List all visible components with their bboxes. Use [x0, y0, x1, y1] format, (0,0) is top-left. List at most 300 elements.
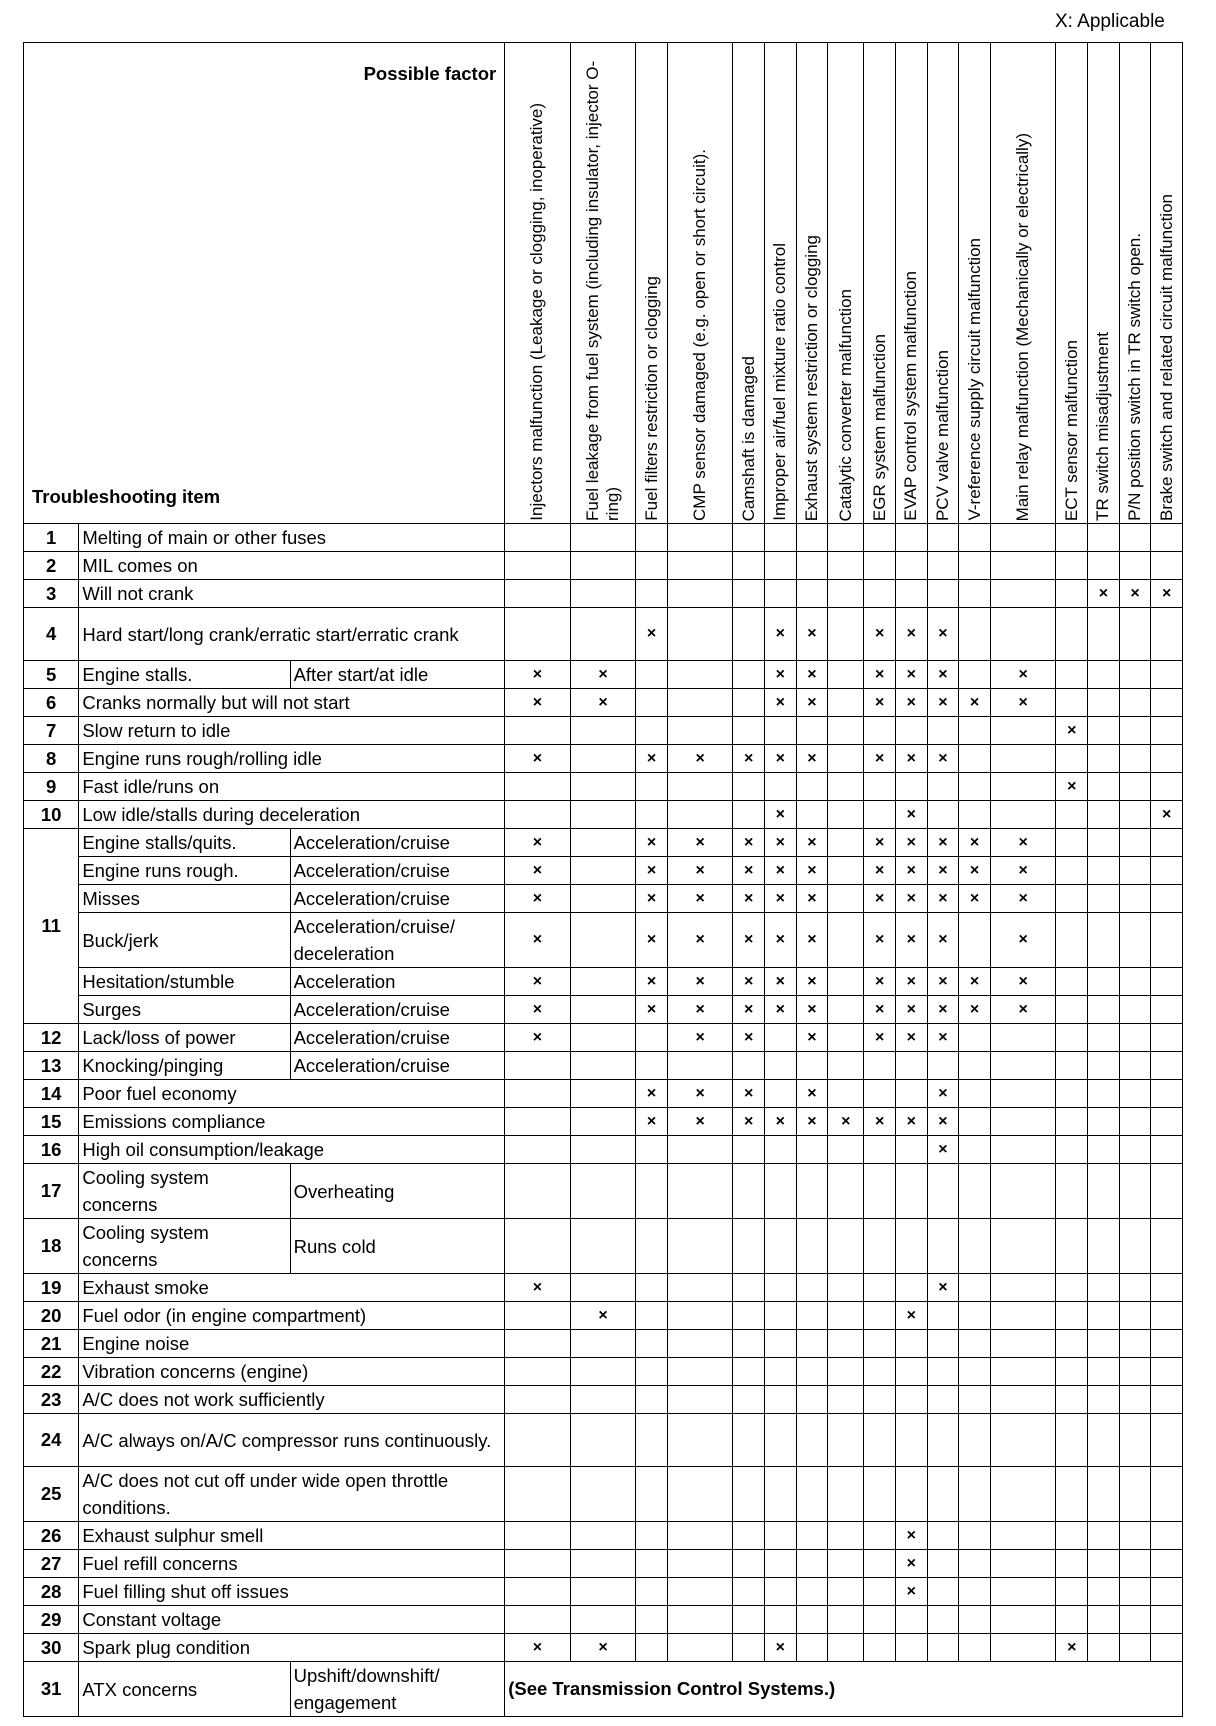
applicable-mark: ×	[1119, 580, 1151, 608]
empty-cell	[990, 1550, 1056, 1578]
empty-cell	[990, 1467, 1056, 1522]
empty-cell	[1056, 1330, 1088, 1358]
item-label: Fuel odor (in engine compartment)	[79, 1302, 505, 1330]
applicable-mark: ×	[505, 913, 571, 968]
applicable-mark: ×	[864, 857, 896, 885]
applicable-mark: ×	[667, 885, 733, 913]
empty-cell	[959, 1024, 991, 1052]
empty-cell	[1151, 1606, 1183, 1634]
factor-label: Camshaft is damaged	[738, 355, 758, 521]
empty-cell	[1151, 1164, 1183, 1219]
empty-cell	[1088, 1024, 1120, 1052]
empty-cell	[1056, 1578, 1088, 1606]
legend-applicable: X: Applicable	[1055, 11, 1165, 32]
applicable-mark: ×	[828, 1108, 864, 1136]
applicable-mark: ×	[733, 1108, 765, 1136]
applicable-mark: ×	[896, 1522, 928, 1550]
empty-cell	[927, 580, 959, 608]
empty-cell	[927, 1634, 959, 1662]
empty-cell	[1088, 1606, 1120, 1634]
applicable-mark: ×	[1088, 580, 1120, 608]
empty-cell	[864, 1386, 896, 1414]
item-label: Lack/loss of power	[79, 1024, 290, 1052]
empty-cell	[733, 717, 765, 745]
empty-cell	[733, 1467, 765, 1522]
applicable-mark: ×	[667, 1080, 733, 1108]
item-number: 9	[24, 773, 79, 801]
item-label: Misses	[79, 885, 290, 913]
empty-cell	[1151, 608, 1183, 661]
empty-cell	[828, 773, 864, 801]
empty-cell	[959, 1634, 991, 1662]
empty-cell	[990, 608, 1056, 661]
empty-cell	[667, 1467, 733, 1522]
empty-cell	[733, 1136, 765, 1164]
item-number: 6	[24, 689, 79, 717]
applicable-mark: ×	[667, 745, 733, 773]
empty-cell	[667, 661, 733, 689]
applicable-mark: ×	[733, 745, 765, 773]
factor-label: Main relay malfunction (Mechanically or electrically)	[1013, 132, 1033, 521]
applicable-mark: ×	[636, 1108, 668, 1136]
empty-cell	[1151, 1302, 1183, 1330]
applicable-mark: ×	[505, 968, 571, 996]
empty-cell	[733, 1606, 765, 1634]
table-row	[24, 801, 1183, 829]
table-row	[24, 1024, 1183, 1052]
factor-header	[959, 43, 991, 524]
applicable-mark: ×	[990, 857, 1056, 885]
empty-cell	[1119, 1052, 1151, 1080]
applicable-mark: ×	[927, 1274, 959, 1302]
empty-cell	[505, 1330, 571, 1358]
applicable-mark: ×	[990, 996, 1056, 1024]
empty-cell	[636, 1024, 668, 1052]
empty-cell	[1088, 745, 1120, 773]
item-condition: Acceleration/cruise	[290, 857, 505, 885]
applicable-mark: ×	[896, 801, 928, 829]
empty-cell	[828, 1550, 864, 1578]
empty-cell	[828, 1634, 864, 1662]
empty-cell	[570, 717, 636, 745]
empty-cell	[828, 1219, 864, 1274]
empty-cell	[864, 1219, 896, 1274]
empty-cell	[959, 1330, 991, 1358]
item-label: A/C always on/A/C compressor runs continuously.	[79, 1414, 505, 1467]
empty-cell	[927, 1467, 959, 1522]
empty-cell	[733, 1164, 765, 1219]
applicable-mark: ×	[733, 857, 765, 885]
empty-cell	[796, 1219, 828, 1274]
item-condition: Acceleration/cruise	[290, 1052, 505, 1080]
empty-cell	[1151, 1522, 1183, 1550]
empty-cell	[570, 1219, 636, 1274]
empty-cell	[796, 801, 828, 829]
empty-cell	[733, 1358, 765, 1386]
empty-cell	[1119, 773, 1151, 801]
empty-cell	[1056, 745, 1088, 773]
empty-cell	[828, 1274, 864, 1302]
empty-cell	[959, 1467, 991, 1522]
item-label: Buck/jerk	[79, 913, 290, 968]
applicable-mark: ×	[1151, 801, 1183, 829]
table-row	[24, 1634, 1183, 1662]
empty-cell	[864, 524, 896, 552]
empty-cell	[796, 1164, 828, 1219]
empty-cell	[959, 1219, 991, 1274]
item-number: 12	[24, 1024, 79, 1052]
empty-cell	[828, 913, 864, 968]
empty-cell	[927, 717, 959, 745]
empty-cell	[1088, 885, 1120, 913]
applicable-mark: ×	[1056, 1634, 1088, 1662]
empty-cell	[667, 1414, 733, 1467]
item-number: 20	[24, 1302, 79, 1330]
empty-cell	[1056, 689, 1088, 717]
empty-cell	[828, 580, 864, 608]
applicable-mark: ×	[796, 608, 828, 661]
empty-cell	[505, 1550, 571, 1578]
empty-cell	[959, 524, 991, 552]
table-row	[24, 1164, 1183, 1219]
empty-cell	[667, 689, 733, 717]
factor-header	[570, 43, 636, 524]
empty-cell	[990, 1302, 1056, 1330]
empty-cell	[1088, 913, 1120, 968]
item-label: Engine runs rough.	[79, 857, 290, 885]
applicable-mark: ×	[505, 745, 571, 773]
item-number: 15	[24, 1108, 79, 1136]
empty-cell	[1119, 1358, 1151, 1386]
empty-cell	[896, 1414, 928, 1467]
empty-cell	[828, 857, 864, 885]
applicable-mark: ×	[733, 913, 765, 968]
empty-cell	[765, 552, 797, 580]
empty-cell	[570, 1136, 636, 1164]
empty-cell	[828, 552, 864, 580]
item-label: Cranks normally but will not start	[79, 689, 505, 717]
applicable-mark: ×	[765, 745, 797, 773]
empty-cell	[959, 1414, 991, 1467]
applicable-mark: ×	[505, 661, 571, 689]
empty-cell	[667, 1578, 733, 1606]
item-number: 17	[24, 1164, 79, 1219]
applicable-mark: ×	[959, 857, 991, 885]
applicable-mark: ×	[864, 661, 896, 689]
item-label: Hard start/long crank/erratic start/erratic crank	[79, 608, 505, 661]
empty-cell	[796, 1522, 828, 1550]
item-number: 5	[24, 661, 79, 689]
item-label: High oil consumption/leakage	[79, 1136, 505, 1164]
item-condition: Acceleration/cruise	[290, 829, 505, 857]
empty-cell	[896, 1136, 928, 1164]
empty-cell	[828, 1052, 864, 1080]
empty-cell	[733, 524, 765, 552]
item-label: Exhaust sulphur smell	[79, 1522, 505, 1550]
applicable-mark: ×	[765, 661, 797, 689]
empty-cell	[959, 1302, 991, 1330]
applicable-mark: ×	[1056, 717, 1088, 745]
empty-cell	[636, 1219, 668, 1274]
item-number: 23	[24, 1386, 79, 1414]
empty-cell	[828, 1024, 864, 1052]
applicable-mark: ×	[896, 913, 928, 968]
empty-cell	[667, 1330, 733, 1358]
table-row	[24, 1414, 1183, 1467]
table-row	[24, 829, 1183, 857]
applicable-mark: ×	[636, 745, 668, 773]
empty-cell	[1151, 773, 1183, 801]
item-number: 24	[24, 1414, 79, 1467]
empty-cell	[864, 580, 896, 608]
item-condition: After start/at idle	[290, 661, 505, 689]
table-row	[24, 1136, 1183, 1164]
item-number: 26	[24, 1522, 79, 1550]
empty-cell	[1119, 661, 1151, 689]
table-row	[24, 1578, 1183, 1606]
applicable-mark: ×	[667, 913, 733, 968]
empty-cell	[505, 1302, 571, 1330]
empty-cell	[828, 996, 864, 1024]
empty-cell	[570, 1386, 636, 1414]
table-row	[24, 1662, 1183, 1717]
empty-cell	[765, 1550, 797, 1578]
empty-cell	[733, 1634, 765, 1662]
empty-cell	[990, 1080, 1056, 1108]
empty-cell	[570, 1467, 636, 1522]
empty-cell	[570, 801, 636, 829]
empty-cell	[505, 1080, 571, 1108]
empty-cell	[990, 524, 1056, 552]
empty-cell	[765, 1358, 797, 1386]
empty-cell	[796, 1358, 828, 1386]
item-label: Spark plug condition	[79, 1634, 505, 1662]
applicable-mark: ×	[796, 661, 828, 689]
empty-cell	[864, 1136, 896, 1164]
empty-cell	[570, 773, 636, 801]
empty-cell	[733, 689, 765, 717]
applicable-mark: ×	[570, 1302, 636, 1330]
empty-cell	[636, 717, 668, 745]
empty-cell	[636, 1302, 668, 1330]
item-number: 10	[24, 801, 79, 829]
empty-cell	[570, 1358, 636, 1386]
empty-cell	[828, 885, 864, 913]
applicable-mark: ×	[796, 996, 828, 1024]
table-row	[24, 1606, 1183, 1634]
empty-cell	[1119, 717, 1151, 745]
empty-cell	[1119, 608, 1151, 661]
item-label: Melting of main or other fuses	[79, 524, 505, 552]
empty-cell	[765, 1024, 797, 1052]
matrix-body	[24, 524, 1183, 1717]
empty-cell	[765, 1052, 797, 1080]
empty-cell	[636, 1386, 668, 1414]
empty-cell	[959, 1274, 991, 1302]
empty-cell	[828, 1164, 864, 1219]
empty-cell	[959, 1080, 991, 1108]
item-label: Engine noise	[79, 1330, 505, 1358]
empty-cell	[570, 1024, 636, 1052]
empty-cell	[765, 1606, 797, 1634]
empty-cell	[1056, 885, 1088, 913]
empty-cell	[667, 580, 733, 608]
empty-cell	[1151, 829, 1183, 857]
item-label: Engine runs rough/rolling idle	[79, 745, 505, 773]
empty-cell	[570, 1052, 636, 1080]
applicable-mark: ×	[796, 1080, 828, 1108]
empty-cell	[959, 717, 991, 745]
empty-cell	[828, 1522, 864, 1550]
applicable-mark: ×	[636, 913, 668, 968]
empty-cell	[1151, 1080, 1183, 1108]
empty-cell	[896, 524, 928, 552]
empty-cell	[667, 1522, 733, 1550]
empty-cell	[1088, 689, 1120, 717]
applicable-mark: ×	[864, 968, 896, 996]
empty-cell	[828, 717, 864, 745]
empty-cell	[828, 1467, 864, 1522]
empty-cell	[1056, 1219, 1088, 1274]
empty-cell	[505, 1219, 571, 1274]
empty-cell	[733, 608, 765, 661]
empty-cell	[959, 773, 991, 801]
item-label: Cooling system concerns	[79, 1164, 290, 1219]
empty-cell	[1151, 1052, 1183, 1080]
empty-cell	[667, 801, 733, 829]
applicable-mark: ×	[667, 829, 733, 857]
empty-cell	[570, 1330, 636, 1358]
empty-cell	[765, 524, 797, 552]
item-label: Poor fuel economy	[79, 1080, 505, 1108]
empty-cell	[1151, 1550, 1183, 1578]
empty-cell	[796, 1550, 828, 1578]
empty-cell	[636, 1522, 668, 1550]
empty-cell	[1088, 1164, 1120, 1219]
empty-cell	[636, 1414, 668, 1467]
empty-cell	[990, 1274, 1056, 1302]
item-number: 14	[24, 1080, 79, 1108]
applicable-mark: ×	[959, 885, 991, 913]
empty-cell	[927, 773, 959, 801]
empty-cell	[828, 689, 864, 717]
empty-cell	[1056, 1274, 1088, 1302]
empty-cell	[667, 1136, 733, 1164]
applicable-mark: ×	[505, 885, 571, 913]
empty-cell	[896, 552, 928, 580]
applicable-mark: ×	[636, 1080, 668, 1108]
empty-cell	[505, 717, 571, 745]
applicable-mark: ×	[796, 745, 828, 773]
item-number: 7	[24, 717, 79, 745]
item-number: 13	[24, 1052, 79, 1080]
empty-cell	[667, 1550, 733, 1578]
empty-cell	[828, 829, 864, 857]
empty-cell	[828, 1358, 864, 1386]
empty-cell	[959, 745, 991, 773]
factor-label: TR switch misadjustment	[1093, 332, 1113, 521]
empty-cell	[959, 1358, 991, 1386]
item-label: Engine stalls.	[79, 661, 290, 689]
empty-cell	[990, 801, 1056, 829]
empty-cell	[1088, 1330, 1120, 1358]
empty-cell	[796, 580, 828, 608]
empty-cell	[1088, 608, 1120, 661]
applicable-mark: ×	[896, 857, 928, 885]
applicable-mark: ×	[896, 661, 928, 689]
empty-cell	[1119, 1136, 1151, 1164]
empty-cell	[1088, 717, 1120, 745]
empty-cell	[570, 1522, 636, 1550]
item-label: Knocking/pinging	[79, 1052, 290, 1080]
table-row	[24, 1108, 1183, 1136]
empty-cell	[636, 1634, 668, 1662]
applicable-mark: ×	[796, 857, 828, 885]
empty-cell	[959, 1386, 991, 1414]
empty-cell	[1151, 552, 1183, 580]
item-number: 22	[24, 1358, 79, 1386]
factor-label: Injectors malfunction (Leakage or clogging, inoperative)	[527, 103, 547, 521]
item-condition: Acceleration/cruise/ deceleration	[290, 913, 505, 968]
factor-label: EVAP control system malfunction	[901, 271, 921, 521]
empty-cell	[1088, 829, 1120, 857]
empty-cell	[636, 773, 668, 801]
empty-cell	[1119, 857, 1151, 885]
empty-cell	[1088, 1414, 1120, 1467]
empty-cell	[864, 1606, 896, 1634]
applicable-mark: ×	[927, 1080, 959, 1108]
empty-cell	[1151, 1219, 1183, 1274]
applicable-mark: ×	[896, 1578, 928, 1606]
empty-cell	[990, 1330, 1056, 1358]
see-note: (See Transmission Control Systems.)	[505, 1662, 1183, 1717]
empty-cell	[570, 552, 636, 580]
applicable-mark: ×	[927, 857, 959, 885]
empty-cell	[959, 552, 991, 580]
applicable-mark: ×	[765, 689, 797, 717]
empty-cell	[1056, 913, 1088, 968]
empty-cell	[1056, 1467, 1088, 1522]
empty-cell	[1151, 885, 1183, 913]
factor-header	[667, 43, 733, 524]
empty-cell	[828, 524, 864, 552]
empty-cell	[990, 1136, 1056, 1164]
empty-cell	[765, 717, 797, 745]
empty-cell	[505, 1164, 571, 1219]
table-row	[24, 913, 1183, 968]
applicable-mark: ×	[896, 608, 928, 661]
empty-cell	[570, 857, 636, 885]
empty-cell	[505, 1108, 571, 1136]
applicable-mark: ×	[990, 829, 1056, 857]
applicable-mark: ×	[570, 689, 636, 717]
empty-cell	[796, 1052, 828, 1080]
empty-cell	[1119, 1414, 1151, 1467]
empty-cell	[1151, 1330, 1183, 1358]
table-row	[24, 996, 1183, 1024]
empty-cell	[828, 968, 864, 996]
empty-cell	[959, 580, 991, 608]
empty-cell	[1151, 996, 1183, 1024]
empty-cell	[1088, 661, 1120, 689]
empty-cell	[733, 1578, 765, 1606]
empty-cell	[1088, 1634, 1120, 1662]
empty-cell	[1056, 552, 1088, 580]
empty-cell	[1119, 1467, 1151, 1522]
empty-cell	[1088, 1578, 1120, 1606]
table-row	[24, 885, 1183, 913]
empty-cell	[959, 1578, 991, 1606]
